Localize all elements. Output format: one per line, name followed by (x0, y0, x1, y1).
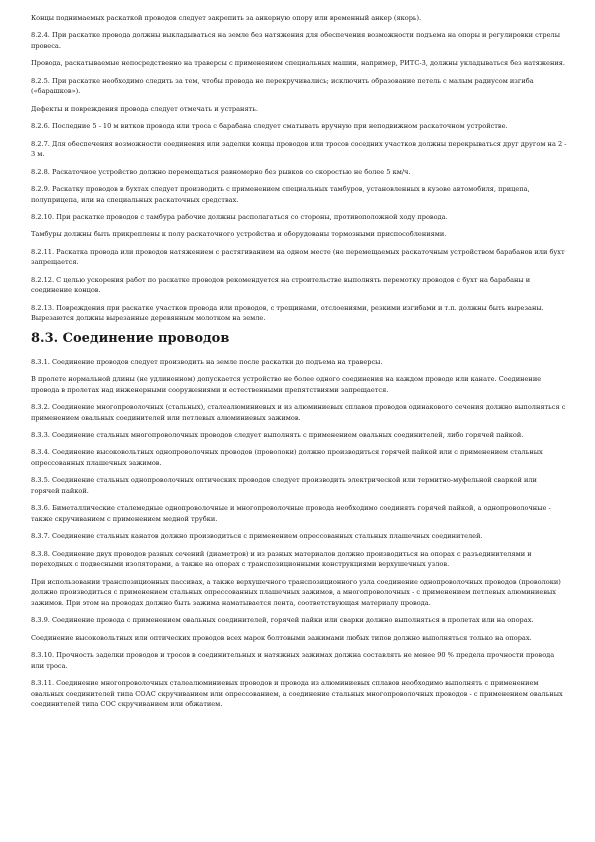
paragraph: 8.2.13. Повреждения при раскатке участков провода или проводов, с трещинами, отслоениями, резкими изгибами и т.п. должны быть вырезаны. Вырезаются должны вырезанные деревянным молотком на земле. (31, 303, 544, 323)
paragraph: Концы поднимаемых раскаткой проводов следует закрепить за анкерную опору или временный анкер (якорь). (31, 14, 422, 22)
paragraph: В пролете нормальной длины (не удлиненном) допускается устройство не более одного соединения на каждом проводе или канате. Соединение провода в пролетах над инженерными сооружениями и естественными препятствиями запрещается. (31, 375, 542, 394)
paragraph: 8.3.6. Биметаллические сталемедные однопроволочные и многопроволочные провода необходимо соединять горячей пайкой, а однопроволочные - также скручиванием с применением медной трубки. (31, 504, 551, 523)
paragraph: 8.2.4. При раскатке провода должны выкладываться на земле без натяжения для обеспечения возможности подъема на опоры и регулировки стрелы провеса. (31, 31, 560, 50)
paragraph: 8.2.12. С целью ускорения работ по раскатке проводов рекомендуется на строительстве выполнять перемотку проводов с бухт на барабаны и соединение концов. (31, 275, 531, 295)
paragraph: 8.2.11. Раскатка провода или проводов натяжением с растягиванием на одном месте (не перемещаемых раскаточным устройством барабанов или бухт запрещается. (31, 247, 565, 267)
paragraph: 8.2.8. Раскаточное устройство должно перемещаться равномерно без рывков со скоростью не более 5 км/ч. (31, 167, 411, 176)
paragraph: 8.2.5. При раскатке необходимо следить за тем, чтобы провода не перекручивались; исключить образование петель с малым радиусом изгиба («барашков»). (31, 76, 534, 96)
paragraph: 8.3.1. Соединение проводов следует производить на земле после раскатки до подъема на траверсы. (31, 357, 383, 366)
paragraph: 8.3.8. Соединение двух проводов разных сечений (диаметров) и из разных материалов должно производиться на опорах с разъединителями и переходных с подвесными изоляторами, а также на опорах с транспозиционными конструкциями верхушечных узлов. (31, 549, 532, 569)
paragraph: Провода, раскатываемые непосредственно на траверсы с применением специальных машин, например, РИТС-3, должны укладываться без натяжения. (31, 59, 565, 68)
paragraph: 8.2.7. Для обеспечения возможности соединения или заделки концы проводов или тросов соседних участков должны перекрываться друг другом на 2 - 3 м. (31, 139, 567, 159)
section-heading: 8.3. Соединение проводов (31, 330, 230, 346)
paragraph: 8.3.2. Соединение многопроволочных (стальных), сталеалюминиевых и из алюминиевых сплавов проводов одинакового сечения должно выполняться с применением овальных соединителей или петлевых алюминиевых зажимов. (31, 403, 566, 422)
paragraph: 8.2.10. При раскатке проводов с тамбура рабочие должны располагаться со стороны, противоположной ходу провода. (31, 212, 448, 221)
paragraph: 8.2.6. Последние 5 - 10 м витков провода или троса с барабана следует сматывать вручную при неподвижном раскаточном устройстве. (31, 122, 508, 131)
paragraphs-before (31, 13, 567, 324)
paragraph: 8.3.9. Соединение провода с применением овальных соединителей, горячей пайки или сварки должно выполняться в пролетах или на опорах. (31, 616, 534, 625)
paragraph: Соединение высоковольтных или оптических проводов всех марок болтовыми зажимами любых типов должно выполняться только на опорах. (31, 633, 532, 642)
paragraph: 8.3.7. Соединение стальных канатов должно производиться с применением опрессованных стальных плашечных соединителей. (31, 532, 483, 541)
paragraph: При использовании транспозиционных пассивах, а также верхушечного транспозиционного узла соединение однопроволочных проводов (проволоки) должно производиться с применением стальных опрессованных плашечных зажимов, а многопроволочных - с применением петлевых алюминиевых зажимов. При этом на проводах должно быть зажима наматывается лента, соответствующая материалу провода. (31, 577, 561, 607)
paragraph: Тамбуры должны быть прикреплены к полу раскаточного устройства и оборудованы тормозными приспособлениями. (31, 230, 447, 239)
paragraph: 8.2.9. Раскатку проводов в бухтах следует производить с применением специальных тамбуров, установленных в кузове автомобиля, прицепа, полуприцепа, или на специальных раскаточных средствах. (31, 184, 530, 204)
paragraph: 8.3.4. Соединение высоковольтных однопроволочных проводов (проволоки) должно производиться горячей пайкой или с применением стальных опрессованных плашечных зажимов. (31, 448, 543, 467)
paragraphs-after (31, 357, 567, 710)
paragraph: 8.3.11. Соединение многопроволочных сталеалюминиевых проводов и провода из алюминиевых сплавов необходимо выполнять с применением овальных соединителей типа СОАС скручиванием или опрессованием, а соединение стальных многопроволочных проводов - с применением овальных соединителей типа СОС скручиванием или обжатием. (31, 679, 563, 709)
paragraph: 8.3.10. Прочность заделки проводов и тросов в соединительных и натяжных зажимах должна составлять не менее 90 % предела прочности провода или троса. (31, 651, 555, 670)
paragraph: Дефекты и повреждения провода следует отмечать и устранять. (31, 104, 258, 113)
paragraph: 8.3.5. Соединение стальных однопроволочных оптических проводов следует производить электрической или термитно-муфельной сваркой или горячей пайкой. (31, 476, 537, 495)
paragraph: 8.3.3. Соединение стальных многопроволочных проводов следует выполнять с применением овальных соединителей, либо горячей пайкой. (31, 430, 524, 439)
